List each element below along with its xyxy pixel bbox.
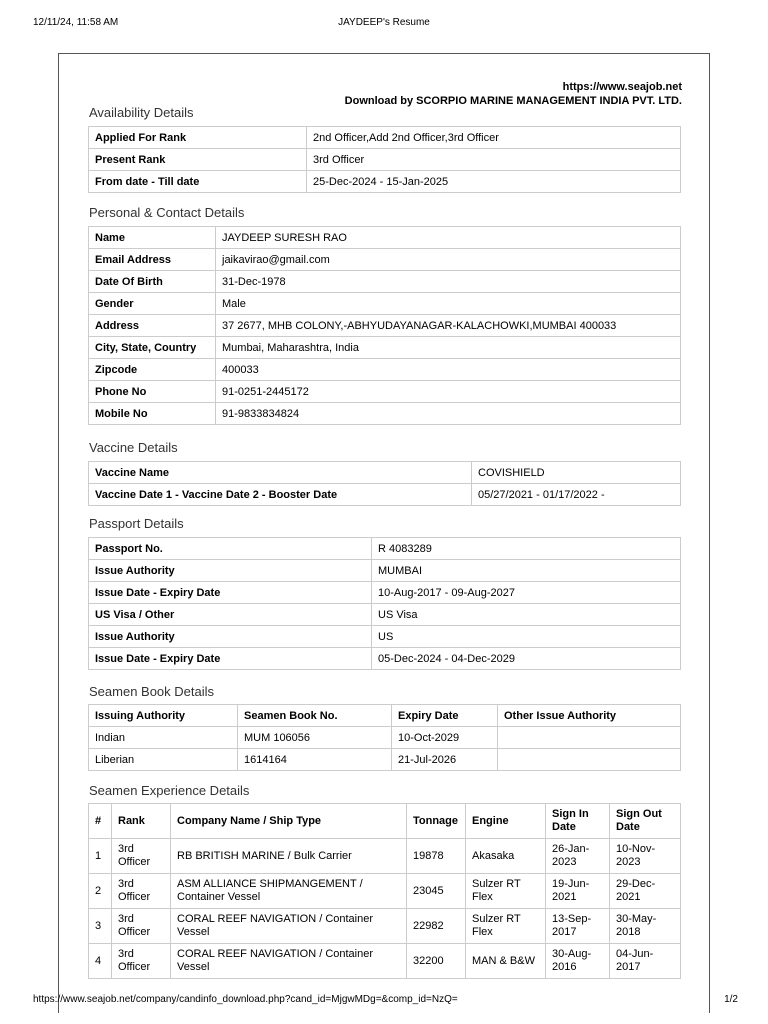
passport-label: Issue Authority [89,626,372,648]
vaccine-title: Vaccine Details [89,440,178,455]
personal-row [89,293,681,315]
experience-cell: 29-Dec-2021 [610,874,681,909]
experience-cell: 19-Jun-2021 [546,874,610,909]
seamen-book-cell: 21-Jul-2026 [392,749,498,771]
experience-cell: 23045 [407,874,466,909]
passport-label: US Visa / Other [89,604,372,626]
vaccine-table [88,461,681,506]
vaccine-row [89,484,681,506]
availability-row [89,127,681,149]
personal-row [89,227,681,249]
availability-row [89,171,681,193]
personal-value: 91-0251-2445172 [216,381,681,403]
passport-label: Issue Date - Expiry Date [89,582,372,604]
experience-cell: 3rd Officer [112,839,171,874]
experience-column-header: Tonnage [407,804,466,839]
experience-cell: MAN & B&W [466,944,546,979]
experience-cell: 22982 [407,909,466,944]
availability-label: Applied For Rank [89,127,307,149]
seamen-book-column-header: Expiry Date [392,705,498,727]
table-row [89,749,681,771]
page-number: 1/2 [724,994,738,1005]
experience-cell: 30-May-2018 [610,909,681,944]
personal-table [88,226,681,425]
experience-column-header: Engine [466,804,546,839]
table-row [89,874,681,909]
seamen-book-column-header: Other Issue Authority [498,705,681,727]
experience-cell: ASM ALLIANCE SHIPMANGEMENT / Container Vessel [171,874,407,909]
passport-label: Issue Date - Expiry Date [89,648,372,670]
personal-value: 91-9833834824 [216,403,681,425]
personal-row [89,249,681,271]
personal-row [89,381,681,403]
footer-url: https://www.seajob.net/company/candinfo_download.php?cand_id=MjgwMDg=&comp_id=NzQ= [33,994,458,1005]
personal-title: Personal & Contact Details [89,205,245,220]
seamen-book-cell [498,749,681,771]
experience-cell: 19878 [407,839,466,874]
personal-label: City, State, Country [89,337,216,359]
experience-cell: Sulzer RT Flex [466,909,546,944]
personal-value: JAYDEEP SURESH RAO [216,227,681,249]
site-url: https://www.seajob.net [562,81,682,93]
personal-value: 31-Dec-1978 [216,271,681,293]
availability-table [88,126,681,193]
print-datetime: 12/11/24, 11:58 AM [33,17,119,28]
personal-row [89,403,681,425]
print-doc-title: JAYDEEP's Resume [338,17,430,28]
passport-title: Passport Details [89,516,184,531]
experience-cell: 13-Sep-2017 [546,909,610,944]
experience-cell: 2 [89,874,112,909]
seamen-book-table [88,704,681,771]
experience-cell: Sulzer RT Flex [466,874,546,909]
seamen-book-cell: Indian [89,727,238,749]
experience-cell: 3rd Officer [112,874,171,909]
experience-cell: RB BRITISH MARINE / Bulk Carrier [171,839,407,874]
vaccine-label: Vaccine Date 1 - Vaccine Date 2 - Booster Date [89,484,472,506]
experience-column-header: Sign In Date [546,804,610,839]
experience-cell: Akasaka [466,839,546,874]
vaccine-value: COVISHIELD [472,462,681,484]
personal-label: Phone No [89,381,216,403]
experience-cell: 04-Jun-2017 [610,944,681,979]
vaccine-value: 05/27/2021 - 01/17/2022 - [472,484,681,506]
passport-row [89,560,681,582]
passport-value: R 4083289 [372,538,681,560]
availability-value: 3rd Officer [307,149,681,171]
experience-column-header: Sign Out Date [610,804,681,839]
seamen-book-title: Seamen Book Details [89,684,215,699]
passport-row [89,648,681,670]
passport-row [89,538,681,560]
print-footer [0,994,768,1008]
experience-cell: 26-Jan-2023 [546,839,610,874]
experience-cell: 1 [89,839,112,874]
passport-value: US [372,626,681,648]
personal-label: Date Of Birth [89,271,216,293]
seamen-book-cell: Liberian [89,749,238,771]
experience-cell: 4 [89,944,112,979]
availability-label: From date - Till date [89,171,307,193]
personal-row [89,315,681,337]
seamen-book-column-header: Issuing Authority [89,705,238,727]
passport-table [88,537,681,670]
personal-label: Name [89,227,216,249]
personal-row [89,337,681,359]
experience-cell: 3rd Officer [112,944,171,979]
personal-row [89,359,681,381]
seamen-book-cell: 10-Oct-2029 [392,727,498,749]
personal-value: Male [216,293,681,315]
personal-label: Mobile No [89,403,216,425]
passport-row [89,604,681,626]
availability-title: Availability Details [89,105,194,120]
seamen-book-header-row [89,705,681,727]
seamen-book-cell: MUM 106056 [238,727,392,749]
personal-value: jaikavirao@gmail.com [216,249,681,271]
experience-column-header: Rank [112,804,171,839]
passport-label: Issue Authority [89,560,372,582]
experience-cell: CORAL REEF NAVIGATION / Container Vessel [171,944,407,979]
passport-value: MUMBAI [372,560,681,582]
personal-label: Gender [89,293,216,315]
experience-column-header: # [89,804,112,839]
personal-label: Email Address [89,249,216,271]
experience-header-row [89,804,681,839]
experience-cell: CORAL REEF NAVIGATION / Container Vessel [171,909,407,944]
experience-cell: 3 [89,909,112,944]
availability-row [89,149,681,171]
seamen-book-cell [498,727,681,749]
table-row [89,727,681,749]
experience-cell: 3rd Officer [112,909,171,944]
experience-table [88,803,681,979]
table-row [89,839,681,874]
personal-row [89,271,681,293]
passport-label: Passport No. [89,538,372,560]
passport-value: US Visa [372,604,681,626]
vaccine-label: Vaccine Name [89,462,472,484]
experience-cell: 30-Aug-2016 [546,944,610,979]
seamen-book-cell: 1614164 [238,749,392,771]
download-by-note: Download by SCORPIO MARINE MANAGEMENT INDIA PVT. LTD. [344,95,682,107]
personal-value: 400033 [216,359,681,381]
experience-title: Seamen Experience Details [89,783,250,798]
personal-value: Mumbai, Maharashtra, India [216,337,681,359]
personal-label: Zipcode [89,359,216,381]
print-header [0,17,768,31]
passport-row [89,582,681,604]
vaccine-row [89,462,681,484]
table-row [89,944,681,979]
personal-value: 37 2677, MHB COLONY,-ABHYUDAYANAGAR-KALACHOWKI,MUMBAI 400033 [216,315,681,337]
availability-value: 25-Dec-2024 - 15-Jan-2025 [307,171,681,193]
availability-label: Present Rank [89,149,307,171]
passport-row [89,626,681,648]
experience-column-header: Company Name / Ship Type [171,804,407,839]
experience-cell: 32200 [407,944,466,979]
passport-value: 05-Dec-2024 - 04-Dec-2029 [372,648,681,670]
table-row [89,909,681,944]
personal-label: Address [89,315,216,337]
experience-cell: 10-Nov-2023 [610,839,681,874]
seamen-book-column-header: Seamen Book No. [238,705,392,727]
availability-value: 2nd Officer,Add 2nd Officer,3rd Officer [307,127,681,149]
passport-value: 10-Aug-2017 - 09-Aug-2027 [372,582,681,604]
